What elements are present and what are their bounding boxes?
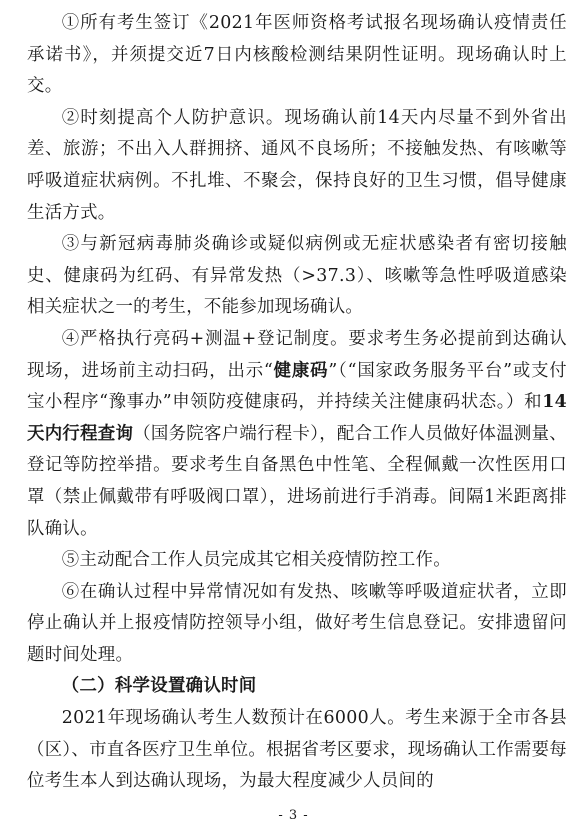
paragraph-cooperation	[27, 545, 567, 577]
paragraph-text: ①所有考生签订《2021年医师资格考试报名现场确认疫情责任承诺书》，并须提交近7日内核酸检测结果阴性证明。现场确认时上交。	[27, 13, 567, 97]
paragraph-abnormal	[27, 577, 567, 672]
paragraph-text: （国务院客户端行程卡），配合工作人员做好体温测量、登记等防控举措。要求考生自备黑色中性笔、全程佩戴一次性医用口罩（禁止佩戴带有呼吸阀口罩），进场前进行手消毒。间隔1米距离排队确认。	[27, 423, 567, 539]
paragraph-text: 2021年现场确认考生人数预计在6000人。考生来源于全市各县（区）、市直各医疗卫生单位。根据省考区要求，现场确认工作需要每位考生本人到达确认现场，为最大程度减少人员间的	[27, 708, 567, 792]
paragraph-text: ⑤主动配合工作人员完成其它相关疫情防控工作。	[61, 550, 451, 571]
paragraph-health-code	[27, 324, 567, 545]
paragraph-protection	[27, 103, 567, 229]
itinerary-check-emphasis: 14天内行程查询	[27, 392, 567, 444]
paragraph-schedule	[27, 703, 567, 798]
section-heading: （二）科学设置确认时间	[61, 676, 257, 697]
paragraph-text: ③与新冠病毒肺炎确诊或疑似病例或无症状感染者有密切接触史、健康码为红码、有异常发热（>37.3）、咳嗽等急性呼吸道感染相关症状之一的考生，不能参加现场确认。	[27, 234, 567, 318]
paragraph-text: ⑥在确认过程中异常情况如有发热、咳嗽等呼吸道症状者，立即停止确认并上报疫情防控领导小组，做好考生信息登记。安排遗留问题时间处理。	[27, 581, 567, 665]
page-number: - 3 -	[278, 808, 309, 823]
paragraph-exclusion	[27, 229, 567, 324]
paragraph-commitment	[27, 8, 567, 103]
paragraph-text: ④严格执行亮码+测温+登记制度。要求考生务必提前到达确认现场，进场前主动扫码，出示“	[27, 328, 567, 381]
health-code-emphasis: 健康码	[273, 360, 329, 381]
paragraph-text: ”（“国家政务服务平台”或支付宝小程序“豫事办”申领防疫健康码，并持续关注健康码状态。）和	[27, 360, 567, 413]
paragraph-text: ②时刻提高个人防护意识。现场确认前14天内尽量不到外省出差、旅游；不出入人群拥挤、通风不良场所；不接触发热、有咳嗽等呼吸道症状病例。不扎堆、不聚会，保持良好的卫生习惯，倡导健康生活方式。	[27, 107, 567, 223]
